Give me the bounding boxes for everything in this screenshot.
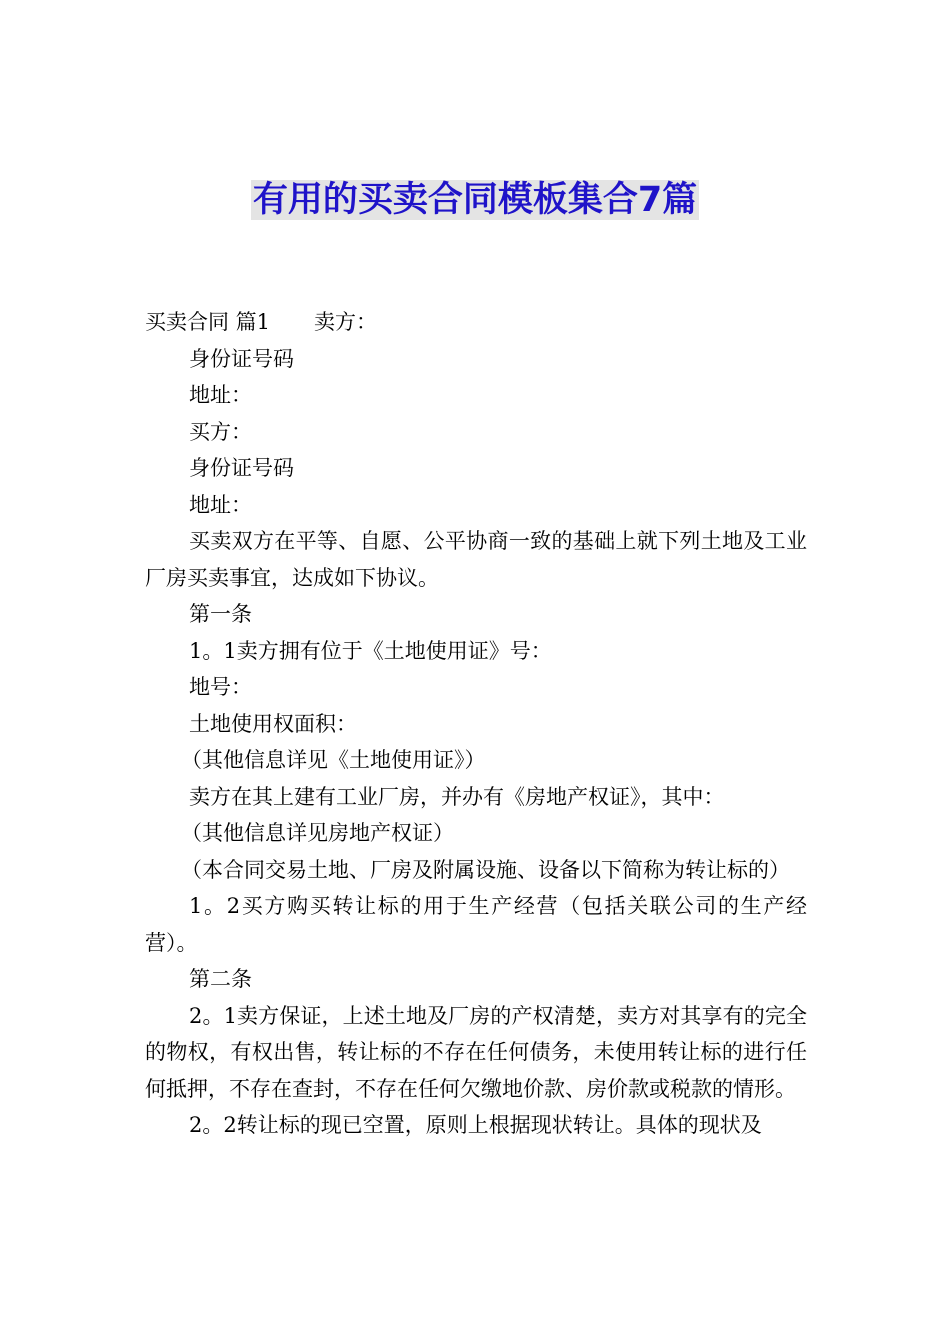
contract-heading: 买卖合同 篇1: [145, 310, 271, 334]
title-text: 有用的买卖合同模板集合7篇: [252, 180, 698, 220]
paragraph: 地号：: [189, 675, 252, 699]
paragraph: 卖方在其上建有工业厂房，并办有《房地产权证》，其中：: [189, 784, 725, 809]
paragraph: 1。1卖方拥有位于《土地使用证》号：: [189, 638, 552, 663]
paragraph: 土地使用权面积：: [189, 711, 357, 736]
paragraph: 2。2转让标的现已空置，原则上根据现状转让。具体的现状及: [189, 1113, 762, 1137]
paragraph: （其他信息详见《土地使用证》）: [181, 748, 486, 772]
paragraph: 第一条: [189, 602, 252, 626]
document-body: [145, 304, 807, 1144]
document-title: [0, 174, 950, 226]
paragraph: 地址：: [189, 492, 252, 517]
paragraph-heading: [145, 304, 807, 341]
paragraph: 身份证号码: [189, 456, 294, 480]
paragraph: 身份证号码: [189, 346, 294, 371]
paragraph: （本合同交易土地、厂房及附属设施、设备以下简称为转让标的）: [181, 857, 790, 882]
paragraph: 买卖双方在平等、自愿、公平协商一致的基础上就下列土地及工业厂房买卖事宜，达成如下协议。: [145, 529, 807, 590]
paragraph: （其他信息详见房地产权证）: [181, 821, 454, 845]
paragraph: 第二条: [189, 967, 252, 991]
paragraph: 买方：: [189, 419, 252, 444]
seller-label: 卖方：: [314, 310, 378, 334]
paragraph: 2。1卖方保证，上述土地及厂房的产权清楚，卖方对其享有的完全的物权，有权出售，转让标的不存在任何债务，未使用转让标的进行任何抵押，不存在查封，不存在任何欠缴地价款、房价款或税款的情形。: [145, 1003, 807, 1101]
paragraph: 1。2买方购买转让标的用于生产经营（包括关联公司的生产经营）。: [145, 894, 807, 955]
paragraph: 地址：: [189, 383, 252, 407]
